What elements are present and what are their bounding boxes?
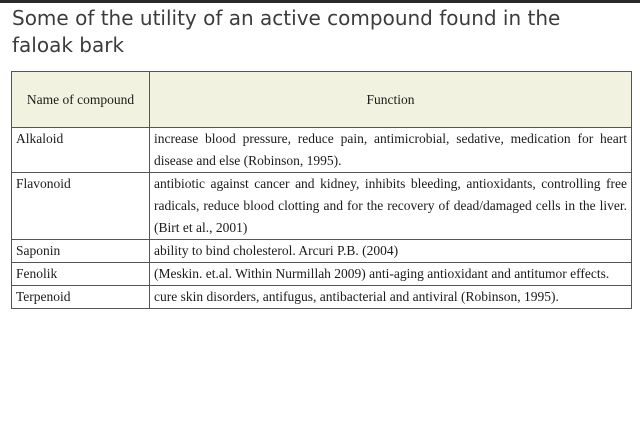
compound-name: Flavonoid: [12, 173, 150, 240]
compound-function: antibiotic against cancer and kidney, inhibits bleeding, antioxidants, controlling free radicals, reduce blood clotting and for the recovery of dead/damaged cells in the liver. (Birt et al., 2001): [150, 173, 632, 240]
header-name-of-compound: Name of compound: [12, 72, 150, 128]
table-row: [12, 173, 632, 240]
slide-title: Some of the utility of an active compound found in the faloak bark: [12, 6, 561, 57]
compound-function: increase blood pressure, reduce pain, antimicrobial, sedative, medication for heart disease and else (Robinson, 1995).: [150, 128, 632, 173]
table-row: [12, 128, 632, 173]
compound-name: Fenolik: [12, 263, 150, 286]
compound-name: Saponin: [12, 240, 150, 263]
compound-function: (Meskin. et.al. Within Nurmillah 2009) anti-aging antioxidant and antitumor effects.: [150, 263, 632, 286]
table-row: [12, 240, 632, 263]
compound-function: ability to bind cholesterol. Arcuri P.B. (2004): [150, 240, 632, 263]
compound-name: Alkaloid: [12, 128, 150, 173]
table-header-row: [12, 72, 632, 128]
top-border-line: [0, 0, 640, 3]
table-row: [12, 286, 632, 309]
table-row: [12, 263, 632, 286]
compound-function: cure skin disorders, antifugus, antibacterial and antiviral (Robinson, 1995).: [150, 286, 632, 309]
compound-table: [11, 71, 632, 309]
compound-name: Terpenoid: [12, 286, 150, 309]
header-function: Function: [150, 72, 632, 128]
